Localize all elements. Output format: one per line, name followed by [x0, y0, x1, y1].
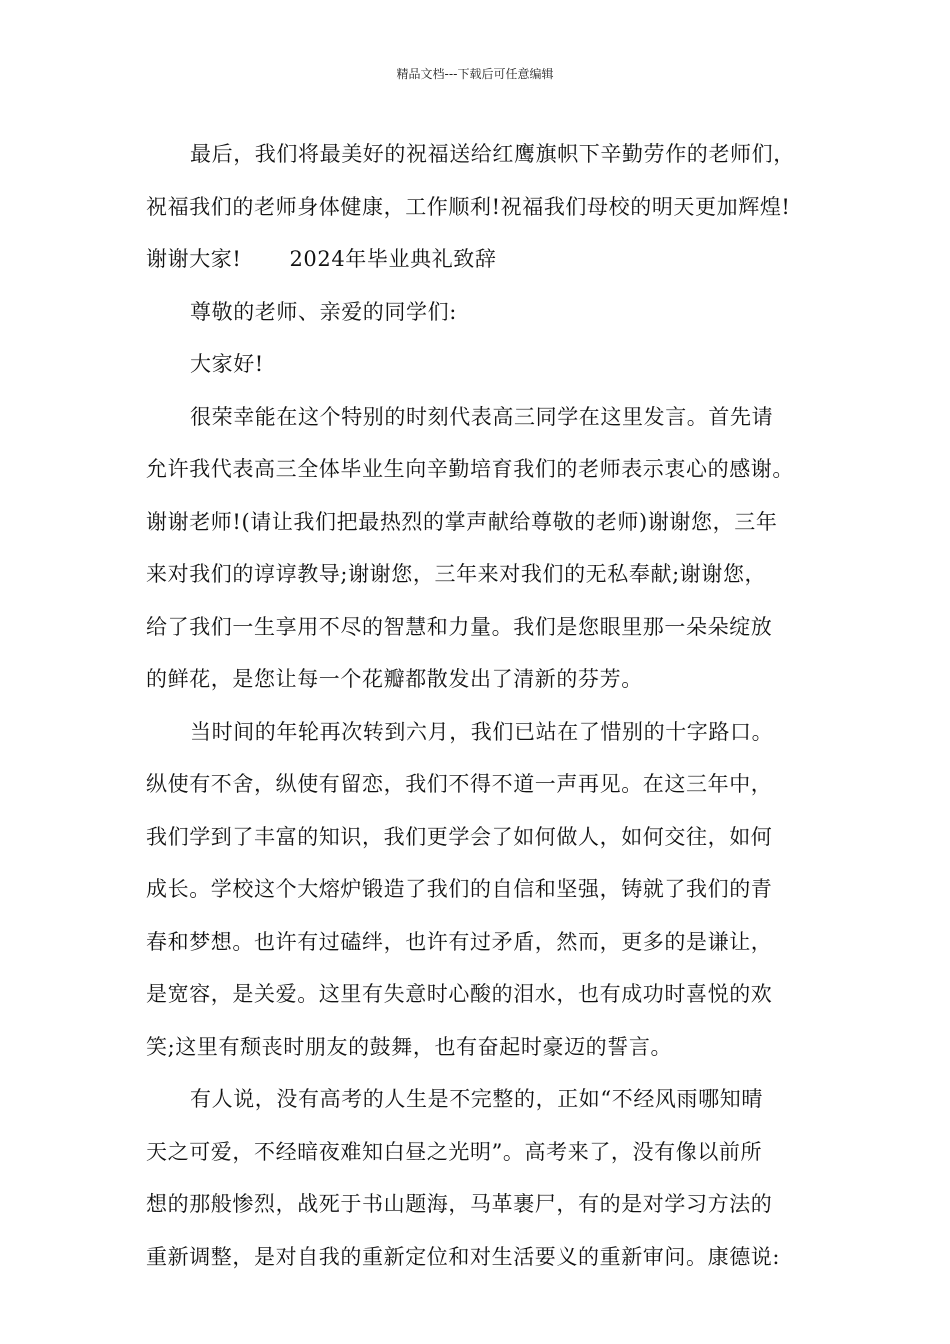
paragraph-farewell — [146, 706, 830, 1074]
speech-title: 2024年毕业典礼致辞 — [289, 247, 497, 271]
text-line: 的鲜花，是您让每一个花瓣都散发出了清新的芬芳。 — [146, 667, 643, 691]
text-line: 重新调整，是对自我的重新定位和对生活要义的重新审问。康德说: — [146, 1244, 781, 1269]
text-line: 笑;这里有颓丧时朋友的鼓舞，也有奋起时豪迈的誓言。 — [146, 1034, 673, 1059]
paragraph-salutation — [146, 286, 830, 339]
text-line: 想的那般惨烈，战死于书山题海，马革裹尸，有的是对学习方法的 — [146, 1192, 773, 1216]
text-line: 最后，我们将最美好的祝福送给红鹰旗帜下辛勤劳作的老师们， — [190, 142, 795, 166]
text-line: 是宽容，是关爱。这里有失意时心酸的泪水，也有成功时喜悦的欢 — [146, 982, 773, 1006]
paragraph-closing-wishes — [146, 128, 830, 233]
paragraph-thanks-and-title — [146, 233, 830, 286]
text-line: 有人说，没有高考的人生是不完整的，正如“不经风雨哪知晴 — [190, 1087, 763, 1111]
document-body — [146, 128, 830, 1283]
text-line: 谢谢老师!(请让我们把最热烈的掌声献给尊敬的老师)谢谢您，三年 — [146, 509, 778, 534]
paragraph-gratitude — [146, 391, 830, 706]
paragraph-greeting — [146, 338, 830, 391]
text-line — [146, 233, 830, 286]
text-line: 很荣幸能在这个特别的时刻代表高三同学在这里发言。首先请 — [190, 404, 774, 429]
text-line: 天之可爱，不经暗夜难知白昼之光明”。高考来了，没有像以前所 — [146, 1139, 763, 1164]
text-line: 给了我们一生享用不尽的智慧和力量。我们是您眼里那一朵朵绽放 — [146, 614, 773, 639]
page-header: 精品文档---下载后可任意编辑 — [396, 67, 554, 81]
text-line: 尊敬的老师、亲爱的同学们: — [190, 299, 457, 324]
text-line: 成长。学校这个大熔炉锻造了我们的自信和坚强，铸就了我们的青 — [146, 877, 773, 901]
text-line: 春和梦想。也许有过磕绊，也许有过矛盾，然而，更多的是谦让， — [146, 929, 773, 954]
text-line: 允许我代表高三全体毕业生向辛勤培育我们的老师表示衷心的感谢。 — [146, 457, 794, 481]
text-line: 我们学到了丰富的知识，我们更学会了如何做人，如何交往，如何 — [146, 824, 773, 849]
text-line: 纵使有不舍，纵使有留恋，我们不得不道一声再见。在这三年中， — [146, 772, 773, 796]
paragraph-gaokao — [146, 1073, 830, 1283]
text-line: 大家好! — [190, 352, 264, 376]
text-line: 来对我们的谆谆教导;谢谢您，三年来对我们的无私奉献;谢谢您， — [146, 562, 767, 586]
text-line: 当时间的年轮再次转到六月，我们已站在了惜别的十字路口。 — [190, 719, 774, 744]
closing-thanks: 谢谢大家! — [146, 247, 242, 271]
text-line: 祝福我们的老师身体健康，工作顺利!祝福我们母校的明天更加辉煌! — [146, 194, 791, 219]
